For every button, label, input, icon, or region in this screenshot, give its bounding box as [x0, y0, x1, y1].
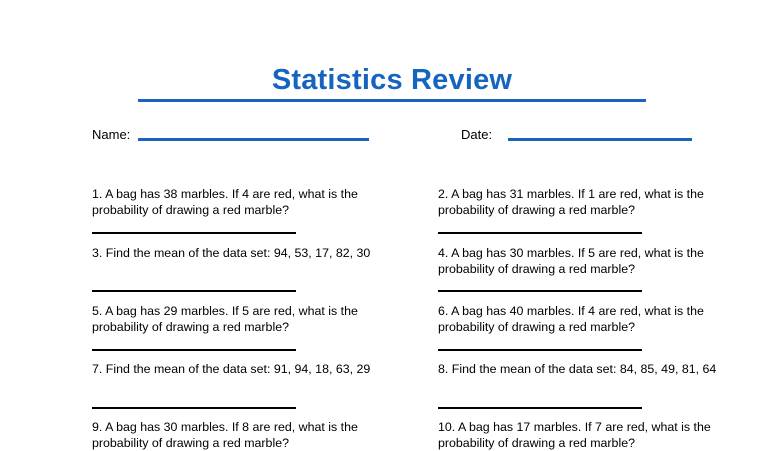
name-label: Name:: [92, 127, 131, 142]
date-label: Date:: [461, 127, 493, 142]
answer-line-3[interactable]: [92, 290, 296, 292]
answer-line-2[interactable]: [438, 232, 642, 234]
question-1: 1. A bag has 38 marbles. If 4 are red, what is the probability of drawing a red marble?: [92, 187, 358, 217]
title-underline: [138, 99, 646, 102]
answer-line-1[interactable]: [92, 232, 296, 234]
question-8: 8. Find the mean of the data set: 84, 85, 49, 81, 64: [438, 362, 717, 376]
date-field[interactable]: [508, 138, 692, 141]
question-4: 4. A bag has 30 marbles. If 5 are red, what is the probability of drawing a red marble?: [438, 246, 704, 276]
question-9: 9. A bag has 30 marbles. If 8 are red, what is the probability of drawing a red marble?: [92, 420, 358, 450]
answer-line-4[interactable]: [438, 290, 642, 292]
answer-line-7[interactable]: [92, 407, 296, 409]
page-title: Statistics Review: [271, 64, 513, 96]
question-10: 10. A bag has 17 marbles. If 7 are red, what is the probability of drawing a red marble?: [438, 420, 711, 450]
question-5: 5. A bag has 29 marbles. If 5 are red, what is the probability of drawing a red marble?: [92, 304, 358, 334]
answer-line-6[interactable]: [438, 349, 642, 351]
answer-line-5[interactable]: [92, 349, 296, 351]
question-7: 7. Find the mean of the data set: 91, 94, 18, 63, 29: [92, 362, 371, 376]
question-2: 2. A bag has 31 marbles. If 1 are red, what is the probability of drawing a red marble?: [438, 187, 704, 217]
name-field[interactable]: [138, 138, 369, 141]
question-3: 3. Find the mean of the data set: 94, 53, 17, 82, 30: [92, 246, 371, 260]
answer-line-8[interactable]: [438, 407, 642, 409]
question-6: 6. A bag has 40 marbles. If 4 are red, what is the probability of drawing a red marble?: [438, 304, 704, 334]
